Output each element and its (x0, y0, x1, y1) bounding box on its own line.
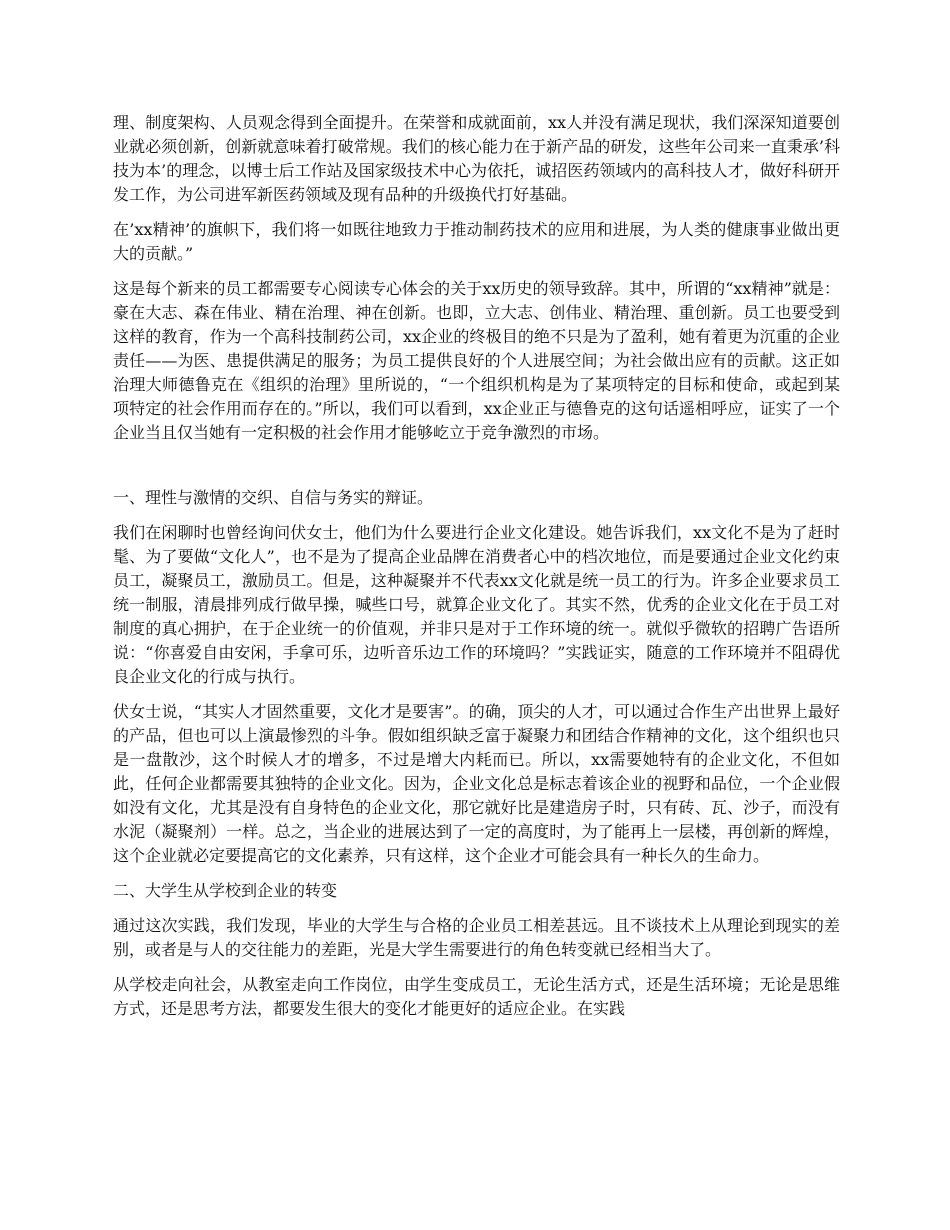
section-heading-1: 一、理性与激情的交织、自信与务实的辩证。 (113, 488, 434, 507)
section-heading-2: 二、大学生从学校到企业的转变 (113, 881, 338, 900)
paragraph-5: 伏女士说，“其实人才固然重要，文化才是要害”。的确，顶尖的人才，可以通过合作生产出世界上最好的产品，但也可以上演最惨烈的斗争。假如组织缺乏富于凝聚力和团结合作精神的文化，这个组织也只是一盘散沙，这个时候人才的增多，不过是增大内耗而已。所以，xx需要她特有的企业文化，不但如此，任何企业都需要其独特的企业文化。因为，企业文化总是标志着该企业的视野和品位，一个企业假如没有文化，尤其是没有自身特色的企业文化，那它就好比是建造房子时，只有砖、瓦、沙子，而没有水泥（凝聚剂）一样。总之，当企业的进展达到了一定的高度时，为了能再上一层楼，再创新的辉煌，这个企业就必定要提高它的文化素养，只有这样，这个企业才可能会具有一种长久的生命力。 (113, 702, 840, 865)
document-body (113, 111, 840, 1032)
paragraph-2: 在’xx精神’的旗帜下，我们将一如既往地致力于推动制药技术的应用和进展，为人类的健康事业做出更大的贡献。” (113, 220, 840, 263)
section-spacer (113, 456, 840, 486)
paragraph-1: 理、制度架构、人员观念得到全面提升。在荣誉和成就面前，xx人并没有满足现状，我们深深知道要创业就必须创新，创新就意味着打破常规。我们的核心能力在于新产品的研发，这些年公司来一直秉承’科技为本’的理念，以博士后工作站及国家级技术中心为依托，诚招医药领域内的高科技人才，做好科研开发工作，为公司进军新医药领域及现有品种的升级换代打好基础。 (113, 113, 840, 204)
paragraph-3: 这是每个新来的员工都需要专心阅读专心体会的关于xx历史的领导致辞。其中，所谓的“xx精神”就是：豪在大志、森在伟业、精在治理、神在创新。也即，立大志、创伟业、精治理、重创新。员工也要受到这样的教育，作为一个高科技制药公司，xx企业的终极目的绝不只是为了盈利，她有着更为沉重的企业责任——为医、患提供满足的服务；为员工提供良好的个人进展空间；为社会做出应有的贡献。这正如治理大师德鲁克在《组织的治理》里所说的，“一个组织机构是为了某项特定的目标和使命，或起到某项特定的社会作用而存在的。”所以，我们可以看到，xx企业正与德鲁克的这句话遥相呼应，证实了一个企业当且仅当她有一定积极的社会作用才能够屹立于竞争激烈的市场。 (113, 279, 840, 442)
paragraph-6: 通过这次实践，我们发现，毕业的大学生与合格的企业员工相差甚远。且不谈技术上从理论到现实的差别，或者是与人的交往能力的差距，光是大学生需要进行的角色转变就已经相当大了。 (113, 916, 840, 959)
paragraph-4: 我们在闲聊时也曾经询问伏女士，他们为什么要进行企业文化建设。她告诉我们，xx文化不是为了赶时髦、为了要做“文化人”，也不是为了提高企业品牌在消费者心中的档次地位，而是要通过企业文化约束员工，凝聚员工，激励员工。但是，这种凝聚并不代表xx文化就是统一员工的行为。许多企业要求员工统一制服，清晨排列成行做早操，喊些口号，就算企业文化了。其实不然，优秀的企业文化在于员工对制度的真心拥护，在于企业统一的价值观，并非只是对于工作环境的统一。就似乎微软的招聘广告语所说：“你喜爱自由安闲，手拿可乐，边听音乐边工作的环境吗？”实践证实，随意的工作环境并不阻碍优良企业文化的行成与执行。 (113, 523, 840, 686)
paragraph-7: 从学校走向社会，从教室走向工作岗位，由学生变成员工，无论生活方式，还是生活环境；无论是思维方式，还是思考方法，都要发生很大的变化才能更好的适应企业。在实践 (113, 975, 840, 1018)
